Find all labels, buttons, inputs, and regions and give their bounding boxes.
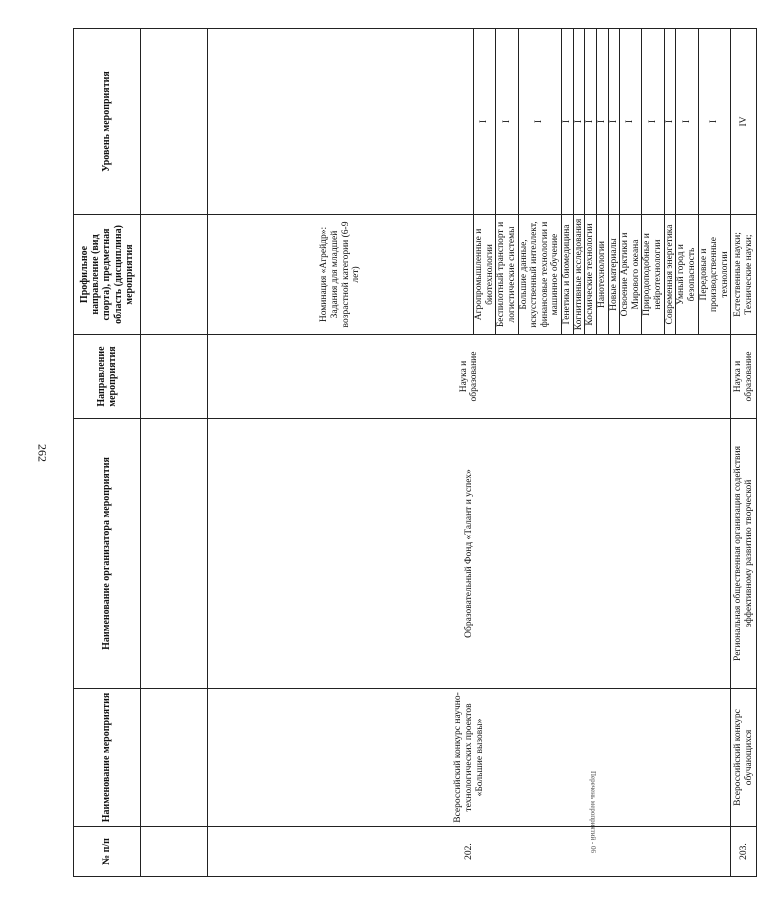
profile-cell: Генетика и биомедицина [562,215,574,335]
header-level: Уровень мероприятия [74,29,141,215]
row202-direction: Наука и образование [208,335,731,419]
row202-num: 202. [208,827,731,877]
profile-cell: Большие данные, искусственный интеллект, финансовые технологии и машинное обучение [518,215,562,335]
level-header-row [141,29,208,877]
row203-profile: Естественные науки; Технические науки; [731,215,757,335]
profile-cell: Передовые и производственные технологии [698,215,731,335]
page-number: 262 [35,444,50,462]
level-cell: I [676,29,698,215]
level-cell: I [664,29,676,215]
level-cell: I [562,29,574,215]
level-cell: I [642,29,664,215]
table-row [208,29,474,877]
row202-level-1 [208,29,474,215]
header-event-name: Наименование мероприятия [74,689,141,827]
profile-cell: Когнитивные исследования [573,215,585,335]
level-cell: I [474,29,496,215]
row203-num: 203. [731,827,757,877]
row202-event-name: Всероссийский конкурс научно-технологических проектов «Большие вызовы» [208,689,731,827]
row203-event-name: Всероссийский конкурс обучающихся [731,689,757,827]
level-cell: I [698,29,731,215]
table-row [731,29,757,877]
profile-cell: Современная энергетика [664,215,676,335]
footer-text: Перечень мероприятий - 06 [589,770,597,854]
profile-cell: Нанотехнологии [596,215,608,335]
header-organizer: Наименование организатора мероприятия [74,419,141,689]
profile-cell: Беспилотный транспорт и логистические системы [496,215,518,335]
level-cell: I [608,29,620,215]
level-cell: I [496,29,518,215]
profile-cell: Освоение Арктики и Мирового океана [620,215,642,335]
level-cell: I [596,29,608,215]
header-profile: Профильное направление (вид спорта), предметная область (дисциплина) мероприятия [74,215,141,335]
profile-cell: Агропромышленные и биотехнологии [474,215,496,335]
profile-cell: Новые материалы [608,215,620,335]
events-table [73,28,757,877]
level-cell: I [573,29,585,215]
header-num: № п/п [74,827,141,877]
row203-level: IV [731,29,757,215]
header-direction: Направление мероприятия [74,335,141,419]
row203-direction: Наука и образование [731,335,757,419]
profile-cell: Умный город и безопасность [676,215,698,335]
level-cell: I [585,29,597,215]
row203-organizer: Региональная общественная организация содействия эффективному развитию творческой [731,419,757,689]
level-cell: I [620,29,642,215]
profile-cell: Космические технологии [585,215,597,335]
row202-organizer: Образовательный Фонд «Талант и успех» [208,419,731,689]
level-cell: I [518,29,562,215]
row202-profile-1: Номинация «Агрейдр»: Задания для младшей возрастной категории (6-9 лет) [208,215,474,335]
header-row [74,29,141,877]
profile-cell: Природоподобные и нейротехнологии [642,215,664,335]
